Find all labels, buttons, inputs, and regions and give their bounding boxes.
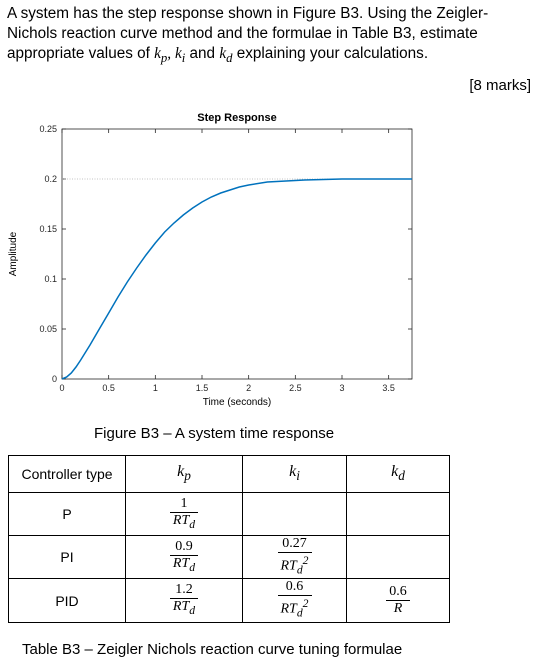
kp-fraction: $\frac{0.9}{RT_d}$	[170, 539, 198, 576]
x-tick-label: 2	[246, 383, 252, 393]
ki-fraction: $\frac{0.27}{RT_d^2}$	[278, 536, 312, 578]
ki-cell	[243, 579, 347, 622]
x-axis-label: Time (seconds)	[202, 397, 272, 408]
table-row	[9, 536, 450, 579]
question-symbols: $k_p$, $k_i$	[154, 45, 186, 66]
kp-cell	[126, 536, 243, 579]
kp-cell	[126, 493, 243, 536]
kd-cell	[347, 536, 450, 579]
question-intro: A system has the step response shown in Figure B3. Using the Zeigler-Nichols reaction curve method and the formulae in Table B3, estimate appropriate values of	[7, 5, 489, 62]
ki-cell	[243, 536, 347, 579]
y-tick-label: 0.2	[44, 174, 57, 184]
header-controller-type: Controller type	[9, 456, 126, 493]
ki-fraction: $\frac{0.6}{RT_d^2}$	[278, 579, 312, 621]
question-outro: explaining your calculations.	[232, 45, 429, 62]
kp-fraction: $\frac{1}{RT_d}$	[170, 496, 198, 533]
marks-label: [8 marks]	[469, 77, 531, 94]
x-tick-label: 3	[339, 383, 345, 393]
step-response-chart	[0, 100, 543, 415]
controller-type-cell: PI	[9, 536, 126, 579]
x-tick-label: 2.5	[289, 383, 302, 393]
y-tick-label: 0.05	[39, 324, 57, 334]
table-row	[9, 579, 450, 622]
x-tick-label: 3.5	[382, 383, 395, 393]
question-kd: $k_d$	[219, 45, 233, 66]
y-tick-label: 0.25	[39, 124, 57, 134]
y-tick-label: 0	[51, 374, 57, 384]
ki-cell	[243, 493, 347, 536]
table-row	[9, 493, 450, 536]
table-header-row	[9, 456, 450, 493]
x-tick-label: 1	[152, 383, 158, 393]
kd-cell	[347, 579, 450, 622]
y-axis-label: Amplitude	[8, 231, 19, 277]
y-tick-label: 0.1	[44, 274, 57, 284]
chart-title: Step Response	[197, 112, 277, 124]
table-caption: Table B3 – Zeigler Nichols reaction curve tuning formulae	[22, 641, 403, 658]
kd-cell	[347, 493, 450, 536]
x-tick-label: 0	[59, 383, 65, 393]
controller-type-cell: PID	[9, 579, 126, 622]
kd-fraction: $\frac{0.6}{R}$	[386, 584, 410, 617]
header-kd: $k_d$	[347, 456, 450, 493]
kp-cell	[126, 579, 243, 622]
y-tick-label: 0.15	[39, 224, 57, 234]
controller-type-cell: P	[9, 493, 126, 536]
question-and: and	[185, 45, 220, 62]
question-text	[7, 4, 527, 68]
plot-frame	[62, 129, 412, 379]
header-kp: $k_p$	[126, 456, 243, 493]
header-ki: $k_i$	[243, 456, 347, 493]
x-tick-label: 0.5	[102, 383, 115, 393]
tuning-table	[8, 455, 450, 623]
x-tick-label: 1.5	[195, 383, 209, 393]
figure-caption: Figure B3 – A system time response	[94, 425, 335, 442]
kp-fraction: $\frac{1.2}{RT_d}$	[170, 582, 198, 619]
